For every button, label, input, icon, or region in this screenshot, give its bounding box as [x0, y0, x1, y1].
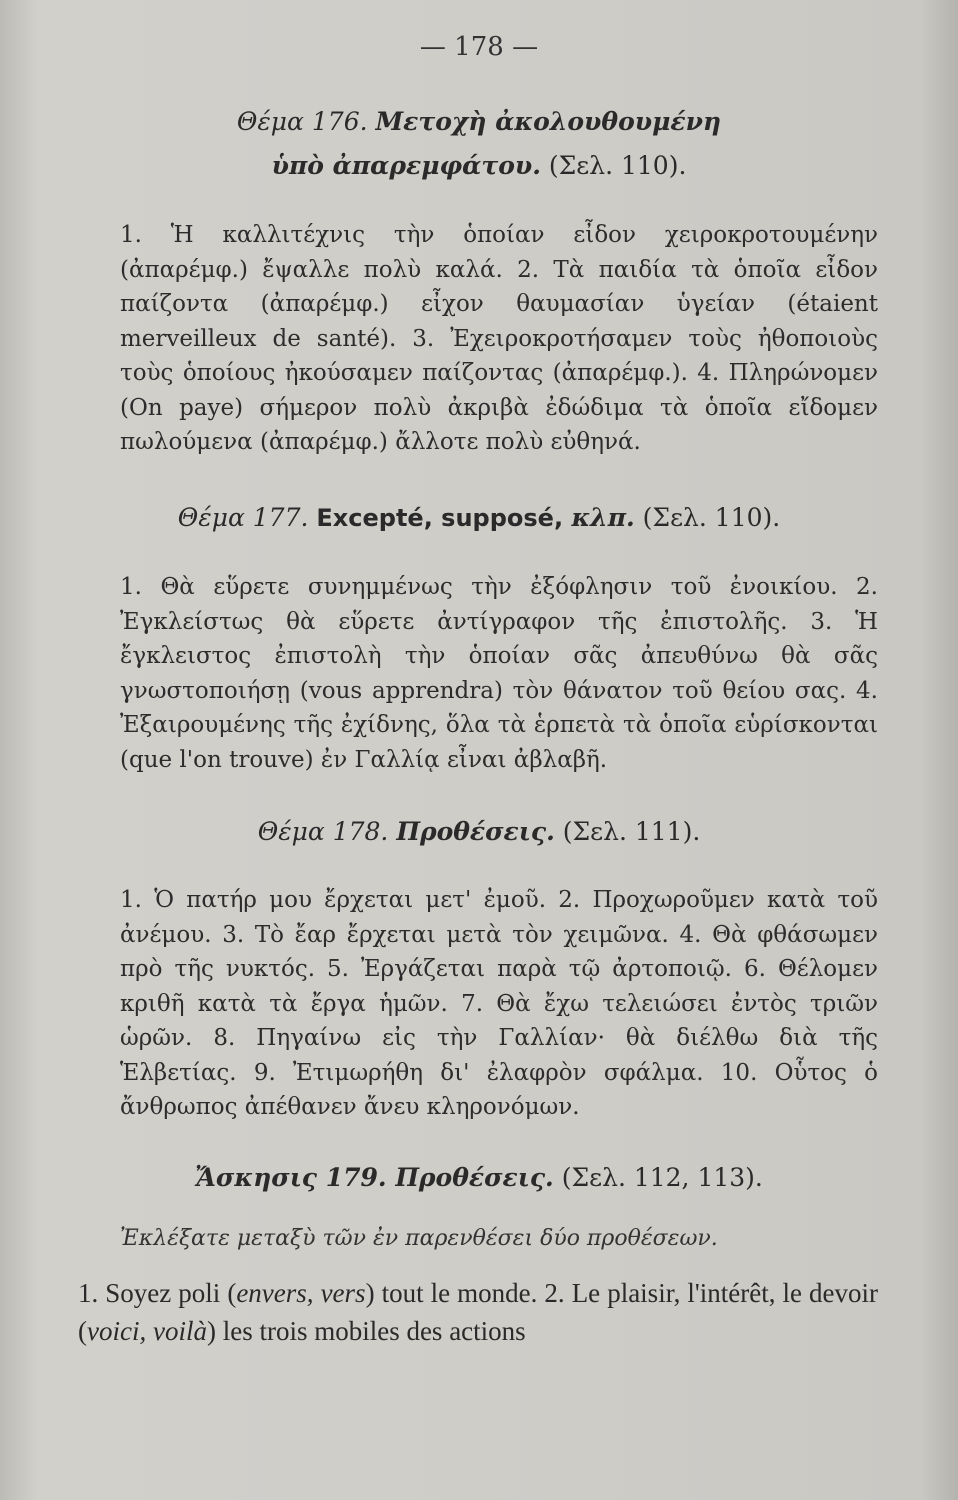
section-178-heading: [0, 812, 958, 852]
exercise-179-instruction: Ἐκλέξατε μεταξὺ τῶν ἐν παρενθέσει δύο προθέσεων.: [120, 1226, 718, 1251]
section-176-text: [120, 218, 878, 460]
exercise-179-page-ref: (Σελ. 112, 113).: [553, 1163, 763, 1192]
page-number: — 178 —: [419, 32, 539, 62]
section-177-text: [120, 570, 878, 777]
section-176-heading-line1: [0, 102, 958, 142]
french-options-1: envers, vers: [236, 1278, 366, 1308]
section-178-page-ref: (Σελ. 111).: [554, 817, 701, 846]
section-176-label: Θέμα 176.: [236, 107, 376, 136]
section-177-title: Excepté, supposé,: [316, 504, 572, 532]
exercise-179-heading: [0, 1158, 958, 1198]
french-text-part2: ) tout le monde. 2. Le plaisir, l'intérêt, le devoir (: [78, 1278, 878, 1346]
section-178-text: [120, 883, 878, 1125]
section-176-heading-line2: [0, 146, 958, 186]
exercise-179-label: Ἄσκησις 179.: [195, 1163, 396, 1192]
section-177-heading: [0, 498, 958, 538]
section-176-paragraph: 1. Ἡ καλλιτέχνις τὴν ὁποίαν εἶδον χειροκροτουμένην (ἀπαρέμφ.) ἔψαλλε πολὺ καλά. 2. Τὰ παιδία τὰ ὁποῖα εἶδον παίζοντα (ἀπαρέμφ.) εἶχον θαυμασίαν ὑγείαν (étaient merveilleux de santé). 3. Ἐχειροκροτήσαμεν τοὺς ἠθοποιοὺς τοὺς ὁποίους ἠκούσαμεν παίζοντας (ἀπαρέμφ.). 4. Πληρώνομεν (On paye) σήμερον πολὺ ἀκριβὰ ἐδώδιμα τὰ ὁποῖα εἴδομεν πωλούμενα (ἀπαρέμφ.) ἄλλοτε πολὺ εὐθηνά.: [120, 222, 878, 455]
exercise-179-title: Προθέσεις.: [395, 1163, 554, 1192]
french-text-part1: 1. Soyez poli (: [78, 1278, 237, 1308]
french-text-part3: ) les trois mobiles des actions: [206, 1316, 526, 1346]
french-options-2: voici, voilà: [87, 1316, 207, 1346]
section-176-subtitle: ὑπὸ ἀπαρεμφάτου.: [271, 151, 541, 180]
section-177-paragraph: 1. Θὰ εὕρετε συνημμένως τὴν ἐξόφλησιν τοῦ ἐνοικίου. 2. Ἐγκλείστως θὰ εὕρετε ἀντίγραφον τῆς ἐπιστολῆς. 3. Ἡ ἔγκλειστος ἐπιστολὴ τὴν ὁποίαν σᾶς ἀπευθύνω θὰ σᾶς γνωστοποιήσῃ (vous apprendra) τὸν θάνατον τοῦ θείου σας. 4. Ἐξαιρουμένης τῆς ἐχίδνης, ὅλα τὰ ἑρπετὰ τὰ ὁποῖα εὑρίσκονται (que l'on trouve) ἐν Γαλλίᾳ εἶναι ἀβλαβῆ.: [120, 574, 878, 773]
section-176-title: Μετοχὴ ἀκολουθουμένη: [375, 107, 722, 136]
section-177-abbrev: κλπ.: [571, 503, 635, 532]
section-178-title: Προθέσεις.: [396, 817, 555, 846]
section-177-page-ref: (Σελ. 110).: [634, 503, 781, 532]
section-176-page-ref: (Σελ. 110).: [540, 151, 687, 180]
exercise-179-french-text: [78, 1274, 878, 1350]
section-178-paragraph: 1. Ὁ πατήρ μου ἔρχεται μετ' ἐμοῦ. 2. Προχωροῦμεν κατὰ τοῦ ἀνέμου. 3. Τὸ ἔαρ ἔρχεται μετὰ τὸν χειμῶνα. 4. Θὰ φθάσωμεν πρὸ τῆς νυκτός. 5. Ἐργάζεται παρὰ τῷ ἀρτοποιῷ. 6. Θέλομεν κριθῆ κατὰ τὰ ἔργα ἡμῶν. 7. Θὰ ἔχω τελειώσει ἐντὸς τριῶν ὡρῶν. 8. Πηγαίνω εἰς τὴν Γαλλίαν· θὰ διέλθω διὰ τῆς Ἑλβετίας. 9. Ἐτιμωρήθη δι' ἐλαφρὸν σφάλμα. 10. Οὗτος ὁ ἄνθρωπος ἀπέθανεν ἄνευ κληρονόμων.: [120, 887, 878, 1120]
section-177-label: Θέμα 177.: [177, 503, 317, 532]
section-178-label: Θέμα 178.: [257, 817, 397, 846]
